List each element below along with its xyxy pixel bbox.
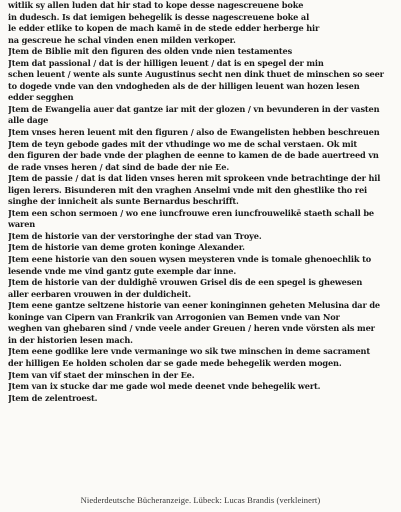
text-line: waren	[8, 219, 36, 230]
text-line: de rade vnses heren / dat sind de bade der nie Ee.	[8, 161, 230, 172]
text-line: in dudesch. Is dat iemigen behegelik is desse nagescreuene boke al	[8, 11, 310, 22]
text-line: Jtem een schon sermoen / wo ene iuncfrouwe eren iuncfrouwelikē staeth schall be	[8, 207, 374, 218]
text-line: Jtem de Ewangelia auer dat gantze iar mit der glozen / vn bevunderen in der vasten	[8, 103, 380, 114]
text-line: Jtem de Biblie mit den figuren des olden vnde nien testamentes	[8, 46, 293, 57]
text-line: Jtem van ix stucke dar me gade wol mede deenet vnde behegelik wert.	[8, 381, 321, 392]
text-line: na gescreue he schal vinden enen milden verkoper.	[8, 34, 236, 45]
text-line: lesende vnde me vind gantz gute exemple dar inne.	[8, 265, 237, 276]
text-line: koninge van Cipern van Frankrik van Arrogonien van Bemen vnde van Nor	[8, 311, 340, 322]
text-line: Jtem eene historie van den souen wysen meysteren vnde is tomale ghenoechlik to	[8, 254, 372, 265]
text-line: Jtem de historie van der verstoringhe der stad van Troye.	[8, 230, 262, 241]
text-line: edder segghen	[8, 92, 74, 103]
text-line: den figuren der bade vnde der plaghen de eenne to kamen de de bade auertreed vn	[8, 150, 379, 161]
text-line: Jtem de teyn gebode gades mit der vthudinge wo me de schal verstaen. Ok mit	[8, 138, 358, 149]
text-line: Jtem eene godlike lere vnde vermaninge wo sik twe minschen in deme sacrament	[8, 346, 370, 357]
text-line: Jtem vnses heren leuent mit den figuren / also de Ewangelisten hebben beschreuen	[8, 127, 380, 138]
text-line: witlik sy allen luden dat hir stad to kope desse nagescreuene boke	[8, 0, 304, 10]
text-line: aller eerbaren vrouwen in der duldicheit.	[8, 288, 191, 299]
text-line: in der historien lesen mach.	[8, 334, 133, 345]
text-line: Jtem eene gantze seltzene historie van eener koninginnen geheten Melusina dar de	[8, 300, 380, 311]
text-line: Jtem de historie van deme groten koninge Alexander.	[8, 242, 245, 253]
text-line: singhe der innicheit als sunte Bernardus beschrifft.	[8, 196, 239, 207]
text-line: alle dage	[8, 115, 49, 126]
text-line: weghen van ghebaren sind / vnde veele ander Greuen / heren vnde vörsten als mer	[8, 323, 375, 334]
book-advertisement-text	[8, 0, 396, 404]
text-line: schen leuent / wente als sunte Augustinus secht nen dink thuet de minschen so seer	[8, 69, 384, 80]
figure-caption: Niederdeutsche Bücheranzeige. Lübeck: Lucas Brandis (verkleinert)	[80, 495, 321, 505]
text-line: der hilligen Ee holden scholen dar se gade mede behegelik werden mogen.	[8, 357, 342, 368]
text-line: Jtem de passie / dat is dat liden vnses heren mit sprokeen vnde betrachtinge der hil	[8, 173, 381, 184]
text-line: Jtem de zelentroest.	[8, 392, 98, 403]
text-line: Jtem van vif staet der minschen in der Ee.	[8, 369, 195, 380]
text-line: ligen lerers. Bisunderen mit den vraghen Anselmi vnde mit den ghestlike tho rei	[8, 184, 367, 195]
text-line: Jtem dat passional / dat is der hilligen leuent / dat is en spegel der min	[8, 57, 324, 68]
text-line: to dogede vnde van den vndogheden als de der hilligen leuent wan hozen lesen	[8, 80, 360, 91]
text-line: Jtem de historie van der duldighē vrouwen Grisel dis de een spegel is ghewesen	[8, 277, 363, 288]
text-line: le edder etlike to kopen de mach kamē in de stede edder herberge hir	[8, 23, 320, 34]
